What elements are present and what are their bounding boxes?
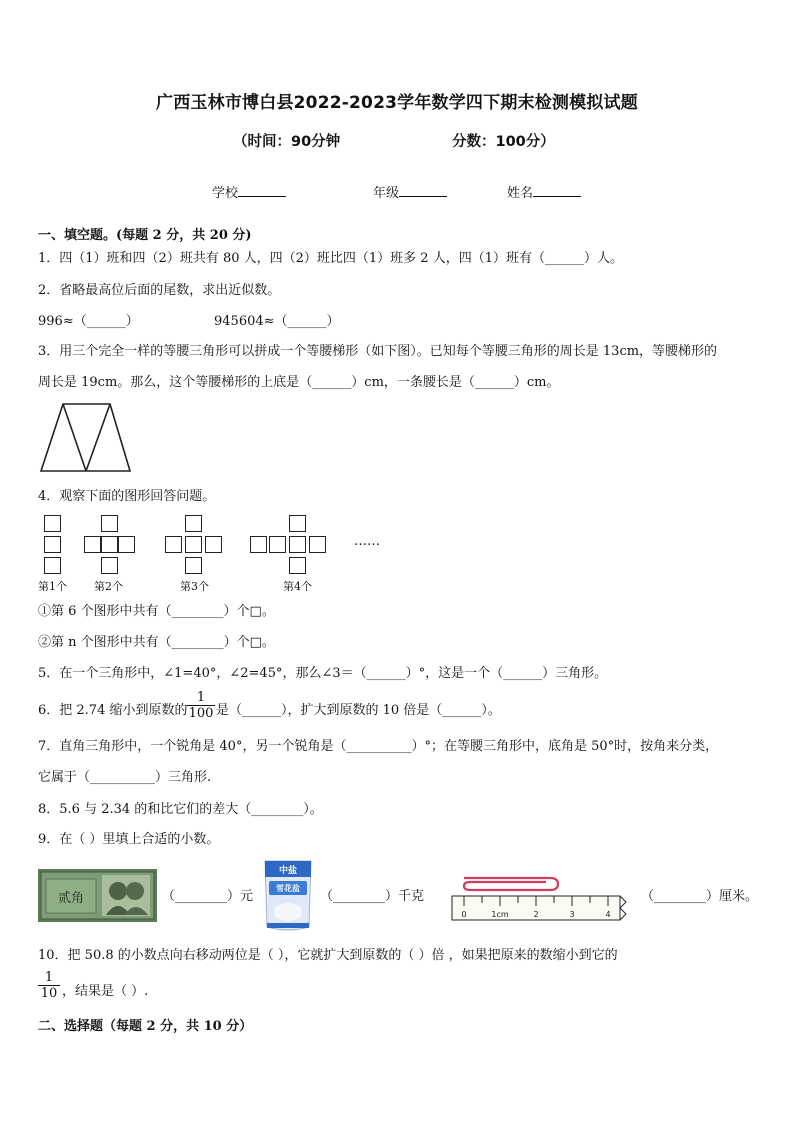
- question-1: 1．四（1）班和四（2）班共有 80 人，四（2）班比四（1）班多 2 人，四（1）班有（______）人。: [38, 251, 623, 266]
- trapezoid-figure: [38, 401, 134, 475]
- fraction-numerator: 1: [187, 690, 215, 706]
- question-4a: ①第 6 个图形中共有（________）个□。: [38, 604, 275, 619]
- question-9: 9．在（ ）里填上合适的小数。: [38, 832, 220, 847]
- banknote-image: [38, 869, 157, 922]
- ruler-label-0: 0: [461, 910, 467, 919]
- question-6-prefix: 6．把 2.74 缩小到原数的: [38, 703, 188, 718]
- question-8: 8．5.6 与 2.34 的和比它们的差大（________）。: [38, 802, 323, 817]
- fraction-denominator: 100: [188, 706, 214, 721]
- question-4: 4．观察下面的图形回答问题。: [38, 489, 216, 504]
- exam-title: 广西玉林市博白县2022-2023学年数学四下期末检测模拟试题: [156, 93, 638, 113]
- q9-length-blank: （________）厘米。: [641, 889, 759, 904]
- question-7-line-2: 它属于（__________）三角形.: [38, 770, 212, 785]
- pattern-label-3: 第3个: [180, 580, 209, 593]
- question-10-line-2: ，结果是（ ）.: [62, 984, 149, 999]
- salt-bag-image: [261, 857, 315, 933]
- pattern-label-4: 第4个: [283, 580, 312, 593]
- question-3-line-1: 3．用三个完全一样的等腰三角形可以拼成一个等腰梯形（如下图）。已知每个等腰三角形的周长是 13cm，等腰梯形的: [38, 344, 718, 359]
- salt-bag-top-text: 中盐: [278, 866, 298, 876]
- name-label: 姓名: [507, 186, 534, 201]
- question-3-line-2: 周长是 19cm。那么，这个等腰梯形的上底是（______）cm，一条腰长是（______）cm。: [38, 375, 560, 390]
- question-2b: 945604≈（______）: [214, 314, 340, 329]
- question-5: 5．在一个三角形中，∠1=40°，∠2=45°，那么∠3＝（______）°，这是一个（______）三角形。: [38, 666, 608, 681]
- question-6-fraction: [187, 690, 215, 721]
- school-field: [212, 182, 286, 201]
- question-6-suffix: 是（______），扩大到原数的 10 倍是（______）。: [216, 703, 501, 718]
- ruler-paperclip-image: [450, 870, 630, 924]
- fraction-denominator: 10: [40, 986, 58, 1001]
- school-label: 学校: [212, 186, 239, 201]
- pattern-label-2: 第2个: [94, 580, 123, 593]
- name-blank[interactable]: [533, 184, 581, 197]
- pattern-label-1: 第1个: [38, 580, 67, 593]
- question-4b: ②第 n 个图形中共有（________）个□。: [38, 635, 275, 650]
- salt-bag-text: 雪花盐: [276, 884, 300, 893]
- question-7-line-1: 7．直角三角形中，一个锐角是 40°，另一个锐角是（__________）°；在等腰三角形中，底角是 50°时，按角来分类，: [38, 739, 719, 754]
- fraction-numerator: 1: [38, 970, 60, 986]
- q9-money-blank: （________）元: [162, 889, 254, 904]
- ruler-label-3: 3: [569, 910, 575, 919]
- q9-weight-blank: （________）千克: [320, 889, 425, 904]
- question-10-line-1: 10．把 50.8 的小数点向右移动两位是（ ），它就扩大到原数的（ ）倍 ，如果把原来的数缩小到它的: [38, 948, 618, 963]
- pattern-ellipsis: ……: [354, 534, 380, 549]
- ruler-label-1cm: 1cm: [491, 910, 509, 919]
- ruler-label-2: 2: [533, 910, 539, 919]
- question-10-fraction: [38, 970, 60, 1001]
- grade-field: [373, 182, 447, 201]
- section-1-title: 一、填空题。(每题 2 分，共 20 分): [38, 228, 252, 243]
- section-2-title: 二、选择题（每题 2 分，共 10 分）: [38, 1019, 253, 1034]
- name-field: [507, 182, 581, 201]
- exam-score: 分数：100分）: [452, 134, 555, 150]
- question-2a: 996≈（______）: [38, 314, 139, 329]
- exam-time: （时间：90分钟: [233, 134, 341, 150]
- question-2: 2．省略最高位后面的尾数，求出近似数。: [38, 283, 281, 298]
- banknote-text: 贰角: [57, 891, 85, 906]
- grade-blank[interactable]: [399, 184, 447, 197]
- grade-label: 年级: [373, 186, 400, 201]
- school-blank[interactable]: [238, 184, 286, 197]
- ruler-label-4: 4: [605, 910, 611, 919]
